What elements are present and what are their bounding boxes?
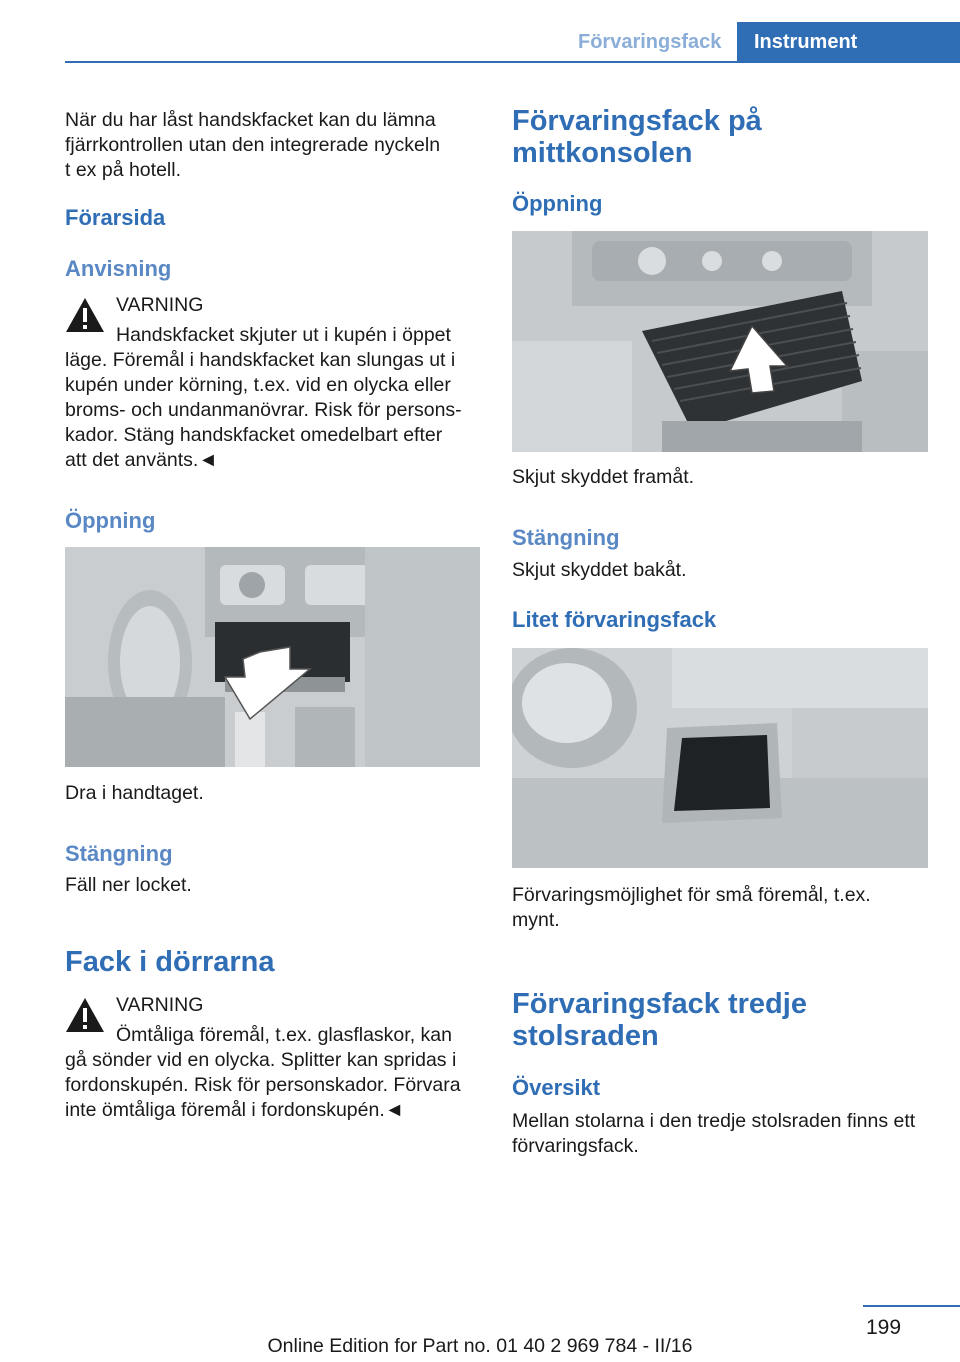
heading-forarsida: Förarsida [65, 205, 166, 230]
warning1-text [65, 323, 485, 473]
warning1-line: kupén under körning, t.ex. vid en olycka eller [65, 374, 451, 396]
text-stangning-right: Skjut skyddet bakåt. [512, 559, 687, 581]
warning1-line: att det använts.◄ [65, 449, 218, 471]
heading-oppning-right: Öppning [512, 191, 603, 216]
caption-oppning-left: Dra i handtaget. [65, 782, 204, 804]
warning1-title: VARNING [116, 294, 204, 316]
heading-line: Förvaringsfack tredje [512, 988, 807, 1020]
intro-line: fjärrkontrollen utan den integrerade nyckeln [65, 134, 441, 156]
warning2-line: inte ömtåliga föremål i fordonskupén.◄ [65, 1099, 405, 1121]
console-cover-photo [512, 231, 928, 452]
heading-line: stolsraden [512, 1020, 659, 1052]
text-stangning-left: Fäll ner locket. [65, 874, 192, 896]
glovebox-photo [65, 547, 480, 767]
intro-line: När du har låst handskfacket kan du lämna [65, 109, 436, 131]
heading-oversikt: Översikt [512, 1075, 601, 1100]
warning1-line: Handskfacket skjuter ut i kupén i öppet [116, 324, 451, 346]
heading-anvisning: Anvisning [65, 256, 172, 281]
caption-litet [512, 883, 871, 933]
text-oversikt [512, 1109, 915, 1159]
caption-line: mynt. [512, 909, 560, 931]
heading-line: mittkonsolen [512, 137, 693, 169]
footer-rule [863, 1305, 960, 1307]
warning1-line: läge. Föremål i handskfacket kan slungas ut i [65, 349, 456, 371]
page-number: 199 [866, 1316, 902, 1339]
header-section: Förvaringsfack [578, 31, 722, 53]
intro-line: t ex på hotell. [65, 159, 181, 181]
warning2-line: fordonskupén. Risk för personskador. Förvara [65, 1074, 461, 1096]
heading-stangning-right: Stängning [512, 525, 620, 550]
text-line: förvaringsfack. [512, 1135, 639, 1157]
caption-oppning-right: Skjut skyddet framåt. [512, 466, 695, 488]
footer-edition: Online Edition for Part no. 01 40 2 969 784 - II/16 [267, 1335, 693, 1357]
heading-fack-i-dorrarna: Fack i dörrarna [65, 946, 275, 978]
text-line: Mellan stolarna i den tredje stolsraden finns ett [512, 1110, 916, 1132]
heading-tredje-stolsraden [512, 988, 807, 1052]
heading-line: Förvaringsfack på [512, 105, 762, 137]
warning2-line: gå sönder vid en olycka. Splitter kan spridas i [65, 1049, 457, 1071]
warning2-title: VARNING [116, 994, 204, 1016]
heading-mittkonsolen [512, 105, 762, 169]
warning2-line: Ömtåliga föremål, t.ex. glasflaskor, kan [116, 1024, 452, 1046]
header-tab[interactable]: Instrument [737, 22, 960, 63]
caption-line: Förvaringsmöjlighet för små föremål, t.ex. [512, 884, 871, 906]
warning1-line: kador. Stäng handskfacket omedelbart efter [65, 424, 443, 446]
heading-stangning-left: Stängning [65, 841, 173, 866]
intro-paragraph [65, 108, 440, 183]
heading-oppning-left: Öppning [65, 508, 156, 533]
warning2-text [65, 1023, 485, 1123]
small-storage-photo [512, 648, 928, 868]
warning1-line: broms- och undanmanövrar. Risk för persons‐ [65, 399, 462, 421]
heading-litet-forvaringsfack: Litet förvaringsfack [512, 607, 717, 632]
